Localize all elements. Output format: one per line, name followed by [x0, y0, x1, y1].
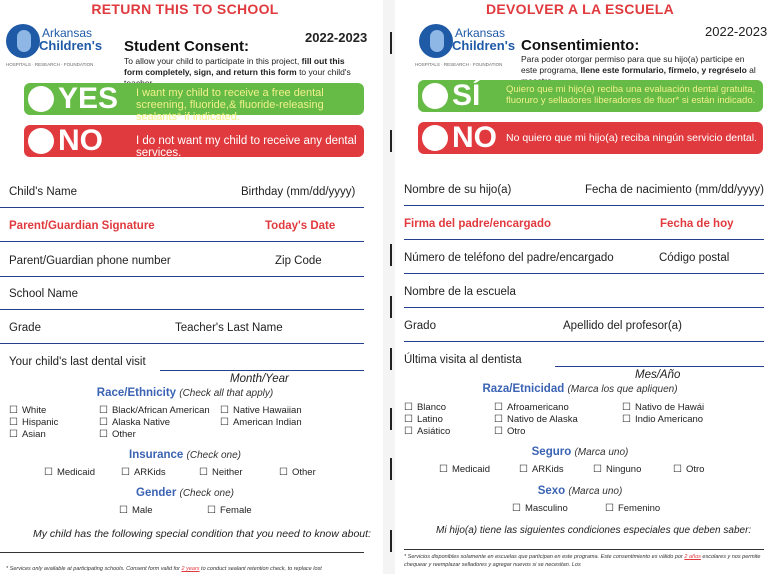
insurance-option[interactable]: ☐ Otro [673, 464, 704, 475]
insurance-option[interactable]: ☐ Medicaid [44, 467, 95, 478]
insurance-option[interactable]: ☐ ARKids [121, 467, 166, 478]
race-option[interactable]: ☐ Other [99, 429, 136, 440]
hospital-logo: Arkansas Children's HOSPITALS · RESEARCH · FOUNDATION [6, 26, 103, 67]
race-option[interactable]: ☐ Black/African American [99, 405, 210, 416]
grade-line[interactable] [404, 341, 764, 342]
school-label: School Name [9, 288, 79, 300]
intro-text: Para poder otorgar permiso para que su hijo(a) participe en este programa, llene este formulario, fírmelo, y regréselo al [521, 54, 756, 75]
race-option[interactable]: ☐ Nativo de Alaska [494, 414, 578, 425]
no-option[interactable]: NO I do not want my child to receive any dental services. [24, 125, 364, 157]
child-name-label: Child's Name [9, 186, 78, 198]
last-visit-line[interactable] [160, 370, 364, 371]
special-condition-line[interactable] [0, 552, 364, 553]
last-visit-label: Your child's last dental visit [9, 356, 146, 368]
yes-circle-icon[interactable] [422, 83, 448, 109]
phone-label: Parent/Guardian phone number [9, 255, 171, 267]
gender-option[interactable]: ☐ Female [207, 505, 252, 516]
last-visit-line[interactable] [555, 366, 764, 367]
special-condition-label: My child has the following special condition that you need to know about: [33, 528, 371, 540]
school-year: 2022-2023 [705, 24, 768, 39]
grade-label: Grado [404, 320, 436, 332]
phone-line[interactable] [0, 276, 364, 277]
yes-option[interactable]: YES I want my child to receive a free dental screening, fluoride,& fluoride-releasing sealants* if indicated. [24, 83, 364, 115]
return-title: RETURN THIS TO SCHOOL [91, 1, 279, 17]
race-option[interactable]: ☐ Asiático [404, 426, 450, 437]
insurance-option[interactable]: ☐ Medicaid [439, 464, 490, 475]
school-line[interactable] [404, 307, 764, 308]
month-year-label: Mes/Año [635, 369, 681, 381]
intro-text: To allow your child to participate in this project, fill out this form completely, sign, and return this form to your child's [124, 56, 351, 77]
race-heading: Raza/Etnicidad (Marca los que apliquen) [482, 383, 678, 395]
child-name-line[interactable] [0, 207, 364, 208]
race-option[interactable]: ☐ Alaska Native [99, 417, 170, 428]
hospital-logo: Arkansas Children's HOSPITALS · RESEARCH · FOUNDATION [415, 26, 516, 67]
race-option[interactable]: ☐ Indio Americano [622, 414, 703, 425]
last-visit-label: Última visita al dentista [404, 354, 522, 366]
today-date-label: Fecha de hoy [660, 218, 734, 230]
grade-line[interactable] [0, 343, 364, 344]
race-option[interactable]: ☐ Native Hawaiian [220, 405, 302, 416]
yes-option[interactable]: SÍ Quiero que mi hijo(a) reciba una evaluación dental gratuita, fluoruro y selladores liberadores de fluor* si están indicado. [418, 80, 763, 112]
signature-label: Firma del padre/encargado [404, 218, 551, 230]
gender-option[interactable]: ☐ Male [119, 505, 153, 516]
today-date-label: Today's Date [265, 220, 336, 232]
school-line[interactable] [0, 309, 364, 310]
no-option[interactable]: NO No quiero que mi hijo(a) reciba ningún servicio dental. [418, 122, 763, 154]
insurance-heading: Seguro (Marca uno) [531, 446, 629, 458]
race-option[interactable]: ☐ Blanco [404, 402, 446, 413]
gender-heading: Gender (Check one) [136, 487, 234, 499]
school-year: 2022-2023 [305, 30, 368, 45]
child-name-label: Nombre de su hijo(a) [404, 184, 512, 196]
race-option[interactable]: ☐ White [9, 405, 46, 416]
zip-label: Zip Code [275, 255, 322, 267]
race-heading: Race/Ethnicity (Check all that apply) [96, 387, 274, 399]
month-year-label: Month/Year [230, 373, 289, 385]
form-title: Consentimiento: [521, 37, 640, 54]
footnote: * Servicios disponibles solamente en escuelas que participan en este programa. Este consentimiento es válido por 2 años escolares y nos permite chequear y reemplazar selladores y agregar nuevos si se necesitan. Los [404, 554, 761, 568]
consent-form-english [0, 0, 382, 574]
child-silhouette-icon [419, 24, 453, 58]
race-option[interactable]: ☐ Afroamericano [494, 402, 569, 413]
race-option[interactable]: ☐ American Indian [220, 417, 302, 428]
race-option[interactable]: ☐ Hispanic [9, 417, 58, 428]
birthday-label: Birthday (mm/dd/yyyy) [241, 186, 356, 198]
phone-label: Número de teléfono del padre/encargado [404, 252, 614, 264]
signature-label: Parent/Guardian Signature [9, 220, 155, 232]
school-label: Nombre de la escuela [404, 286, 516, 298]
return-title: DEVOLVER A LA ESCUELA [485, 1, 675, 17]
special-condition-label: Mi hijo(a) tiene las siguientes condiciones especiales que deben saber: [436, 525, 752, 536]
child-silhouette-icon [6, 24, 40, 58]
race-option[interactable]: ☐ Otro [494, 426, 525, 437]
insurance-heading: Insurance (Check one) [129, 449, 241, 461]
gender-option[interactable]: ☐ Femenino [605, 503, 660, 514]
special-condition-line[interactable] [404, 549, 764, 550]
grade-label: Grade [9, 322, 41, 334]
child-name-line[interactable] [404, 205, 764, 206]
insurance-option[interactable]: ☐ Other [279, 467, 316, 478]
no-circle-icon[interactable] [422, 125, 448, 151]
teacher-label: Teacher's Last Name [175, 322, 283, 334]
footnote: * Services only available at participating schools. Consent form valid for 2 years to conduct sealant retention check, to replace lost [6, 566, 322, 572]
teacher-label: Apellido del profesor(a) [563, 320, 682, 332]
birthday-label: Fecha de nacimiento (mm/dd/yyyy) [585, 184, 764, 196]
yes-circle-icon[interactable] [28, 86, 54, 112]
signature-line[interactable] [404, 239, 764, 240]
race-option[interactable]: ☐ Latino [404, 414, 443, 425]
insurance-option[interactable]: ☐ ARKids [519, 464, 564, 475]
race-option[interactable]: ☐ Nativo de Hawái [622, 402, 704, 413]
no-circle-icon[interactable] [28, 128, 54, 154]
page-divider [383, 0, 395, 574]
consent-form-spanish [395, 0, 777, 574]
insurance-option[interactable]: ☐ Ninguno [593, 464, 641, 475]
gender-option[interactable]: ☐ Masculino [512, 503, 568, 514]
form-title: Student Consent: [124, 38, 249, 55]
insurance-option[interactable]: ☐ Neither [199, 467, 243, 478]
zip-label: Código postal [659, 252, 730, 264]
gender-heading: Sexo (Marca uno) [537, 485, 623, 497]
race-option[interactable]: ☐ Asian [9, 429, 46, 440]
signature-line[interactable] [0, 241, 364, 242]
phone-line[interactable] [404, 273, 764, 274]
